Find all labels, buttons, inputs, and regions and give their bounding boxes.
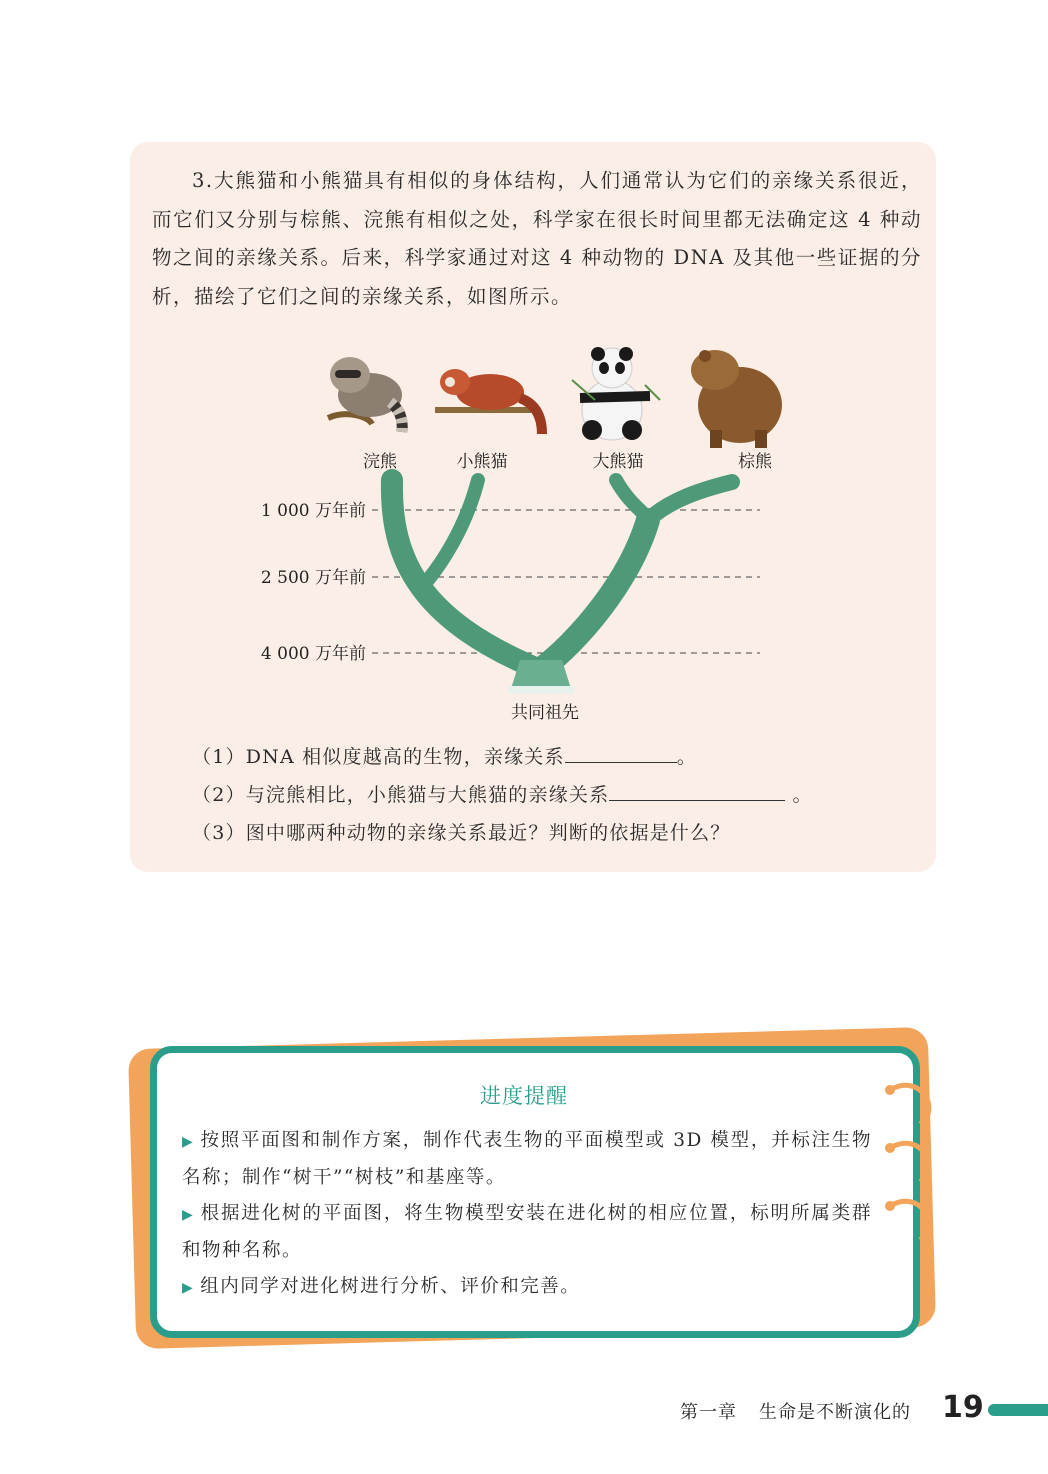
triangle-bullet-icon: ▶ [182, 1280, 195, 1296]
label-common-ancestor: 共同祖先 [511, 703, 579, 723]
footer-accent-bar [988, 1404, 1048, 1416]
sub-question-2: （2）与浣熊相比，小熊猫与大熊猫的亲缘关系 。 [192, 784, 813, 806]
label-red-panda: 小熊猫 [456, 452, 508, 472]
label-brown-bear: 棕熊 [738, 452, 772, 472]
time-label-25m: 2 500 万年前 [260, 568, 366, 588]
sub-question-3: （3）图中哪两种动物的亲缘关系最近？判断的依据是什么？ [192, 822, 731, 844]
answer-blank-2[interactable] [609, 782, 785, 801]
label-raccoon: 浣熊 [363, 452, 397, 472]
triangle-bullet-icon: ▶ [182, 1134, 195, 1150]
raccoon-illustration [328, 357, 402, 432]
sub-question-1: （1）DNA 相似度越高的生物，亲缘关系 。 [192, 746, 697, 768]
reminder-title: 进度提醒 [480, 1084, 568, 1108]
triangle-bullet-icon: ▶ [182, 1207, 195, 1223]
reminder-item: ▶ 根据进化树的平面图，将生物模型安装在进化树的相应位置，标明所属类群和物种名称。 [182, 1203, 872, 1261]
footer-chapter: 第一章 生命是不断演化的 [680, 1402, 911, 1423]
label-giant-panda: 大熊猫 [592, 452, 644, 472]
reminder-item: ▶ 按照平面图和制作方案，制作代表生物的平面模型或 3D 模型，并标注生物名称；制作“树干”“树枝”和基座等。 [182, 1130, 872, 1188]
time-label-10m: 1 000 万年前 [260, 501, 366, 521]
reminder-item: ▶ 组内同学对进化树进行分析、评价和完善。 [182, 1276, 581, 1297]
answer-blank-1[interactable] [565, 744, 677, 763]
reminder-list [182, 1123, 872, 1306]
brown-bear-illustration [691, 350, 782, 448]
page-number: 19 [942, 1390, 984, 1425]
evolution-tree-figure [250, 340, 810, 740]
question-number: 3. [192, 169, 214, 192]
trunk-fade [508, 686, 574, 694]
question-paragraph [152, 162, 922, 316]
question-text: 大熊猫和小熊猫具有相似的身体结构，人们通常认为它们的亲缘关系很近，而它们又分别与棕熊、浣熊有相似之处，科学家在很长时间里都无法确定这 4 种动物之间的亲缘关系。后来，科学家通过对这 4 种动物的 DNA 及其他一些证据的分析，描绘了它们之间的亲缘关系，如图所示。 [152, 169, 922, 308]
red-panda-illustration [435, 369, 542, 434]
giant-panda-illustration [572, 347, 660, 440]
phylogenetic-tree [392, 480, 732, 670]
time-label-40m: 4 000 万年前 [260, 644, 366, 664]
